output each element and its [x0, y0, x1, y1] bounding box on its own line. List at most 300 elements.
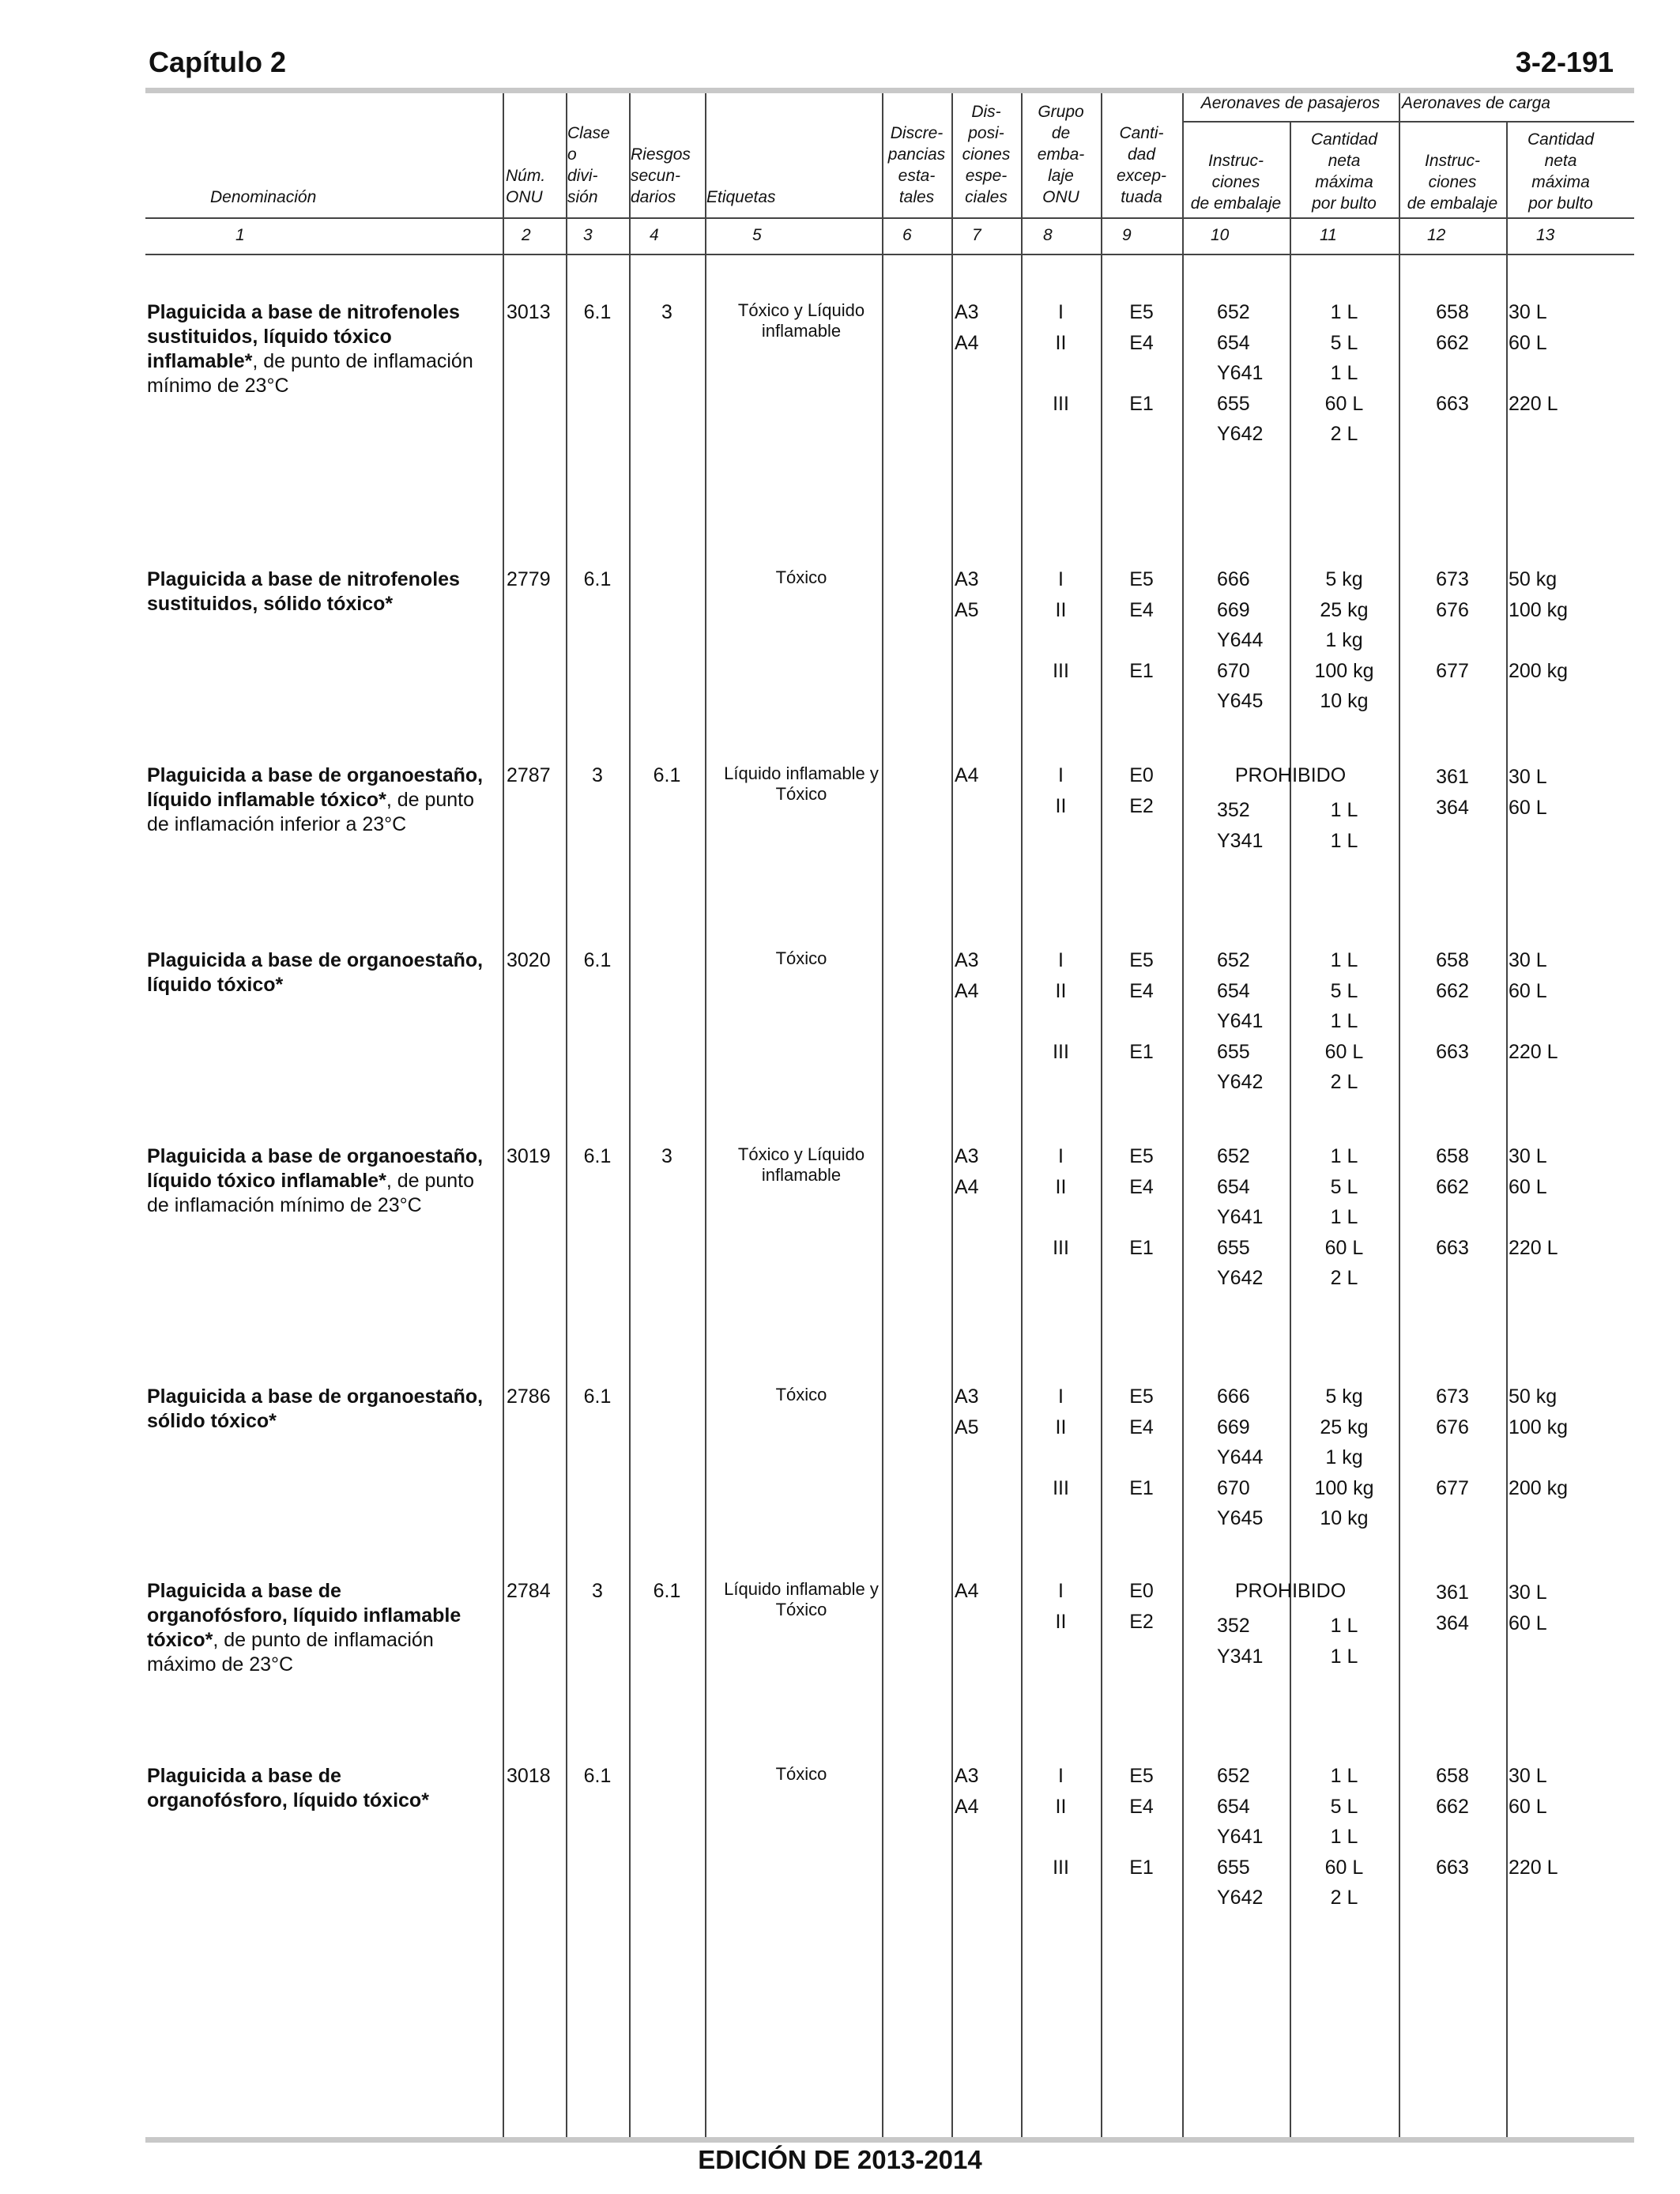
passenger-max-net-quantity-value: 100 kg — [1314, 659, 1374, 682]
cargo-max-net-quantity-value — [1509, 625, 1619, 656]
col-divider — [705, 93, 706, 2137]
passenger-packing-instruction — [1217, 564, 1288, 717]
un-number: 3020 — [507, 949, 551, 971]
passenger-max-net-quantity — [1290, 1382, 1399, 1534]
passenger-max-net-quantity-value: 1 kg — [1325, 1446, 1363, 1469]
col-number: 11 — [1320, 226, 1337, 244]
passenger-max-net-quantity-value: 60 L — [1324, 392, 1364, 415]
cargo-max-net-quantity-value: 30 L — [1509, 766, 1547, 788]
excepted-quantity — [1101, 1141, 1182, 1263]
substance-name-bold: Plaguicida a base de organoestaño, líquido inflamable tóxico* — [147, 764, 484, 811]
excepted-quantity-value: E0 — [1129, 764, 1154, 786]
passenger-max-net-quantity-value: 60 L — [1324, 1236, 1364, 1259]
class-division: 6.1 — [583, 949, 612, 971]
passenger-max-net-quantity-value: 5 kg — [1325, 1385, 1363, 1408]
special-provisions-value: A4 — [955, 1580, 979, 1602]
packing-group-value: I — [1058, 764, 1064, 786]
packing-group-value: I — [1058, 1765, 1064, 1787]
cargo-max-net-quantity-value: 220 L — [1509, 1040, 1558, 1063]
cargo-max-net-quantity-value: 60 L — [1509, 1612, 1547, 1634]
col-header-denominacion: Denominación — [210, 188, 317, 206]
special-provisions-value: A4 — [955, 331, 979, 354]
substance-name-detail: , de punto de inflamación inferior a 23°C — [147, 789, 475, 835]
substance-name-detail: , de punto de inflamación máximo de 23°C — [147, 1629, 434, 1676]
excepted-quantity-value: E2 — [1129, 794, 1154, 817]
passenger-packing-instruction-value: Y645 — [1217, 1507, 1264, 1530]
passenger-max-net-quantity-value: 5 L — [1330, 979, 1358, 1002]
packing-group-value: II — [1055, 598, 1067, 621]
cargo-max-net-quantity — [1509, 1382, 1619, 1503]
cargo-packing-instruction — [1399, 1141, 1506, 1263]
cargo-packing-instruction — [1399, 1761, 1506, 1883]
cargo-packing-instruction-value — [1399, 1442, 1506, 1473]
substance-name-bold: Plaguicida a base de organofósforo, líquido inflamable tóxico* — [147, 1580, 461, 1651]
passenger-prohibited: PROHIBIDO — [1234, 1580, 1347, 1602]
cargo-max-net-quantity-value: 30 L — [1509, 301, 1547, 323]
passenger-max-net-quantity-value: 2 L — [1330, 1071, 1358, 1094]
passenger-packing-instruction-value: 654 — [1217, 979, 1250, 1002]
special-provisions-value: A3 — [955, 568, 979, 590]
cargo-max-net-quantity-value: 60 L — [1509, 796, 1547, 819]
col-number: 8 — [1043, 226, 1053, 244]
substance-name — [147, 948, 487, 997]
un-number: 3019 — [507, 1145, 551, 1167]
packing-group — [1021, 564, 1101, 686]
packing-group-value: I — [1058, 1385, 1064, 1408]
passenger-packing-instruction-value: Y645 — [1217, 690, 1264, 713]
passenger-packing-instruction-value: Y641 — [1217, 1010, 1264, 1033]
passenger-packing-instruction-value: Y641 — [1217, 1826, 1264, 1849]
cargo-max-net-quantity — [1509, 1141, 1619, 1263]
excepted-quantity — [1101, 760, 1182, 821]
excepted-quantity-value: E2 — [1129, 1610, 1154, 1633]
substance-name — [147, 567, 487, 616]
substance-name — [147, 1144, 487, 1218]
substance-name — [147, 1764, 487, 1813]
subsidiary-risk: 6.1 — [653, 1580, 681, 1602]
passenger-max-net-quantity-value: 5 L — [1330, 1175, 1358, 1198]
excepted-quantity-value: E1 — [1129, 1040, 1154, 1063]
passenger-max-net-quantity-value: 100 kg — [1314, 1476, 1374, 1499]
cargo-packing-instruction-value: 364 — [1436, 796, 1469, 819]
cargo-packing-instruction-value — [1399, 1006, 1506, 1037]
special-provisions-value: A4 — [955, 764, 979, 786]
subsidiary-risk: 3 — [661, 301, 672, 323]
passenger-max-net-quantity-value: 25 kg — [1320, 598, 1369, 621]
col-header-pax-cantidad: Cantidad neta máxima por bulto — [1310, 130, 1378, 213]
packing-group-value — [1021, 1442, 1101, 1473]
passenger-max-net-quantity-value: 1 L — [1330, 1826, 1358, 1849]
packing-group — [1021, 1761, 1101, 1883]
hazard-labels: Líquido inflamable y Tóxico — [724, 763, 879, 804]
packing-group-value: I — [1058, 1580, 1064, 1602]
number-row-divider — [145, 254, 1634, 255]
col-number: 6 — [902, 226, 912, 244]
substance-name-bold: Plaguicida a base de nitrofenoles sustituidos, sólido tóxico* — [147, 568, 460, 615]
cargo-packing-instruction-value: 658 — [1436, 949, 1469, 971]
passenger-max-net-quantity-value: 1 L — [1330, 799, 1358, 821]
packing-group-value — [1021, 1006, 1101, 1037]
packing-group-value: II — [1055, 331, 1067, 354]
packing-group-value: I — [1058, 568, 1064, 590]
passenger-packing-instruction-value: Y642 — [1217, 1267, 1264, 1290]
cargo-packing-instruction-value: 673 — [1436, 568, 1469, 590]
passenger-packing-instruction — [1217, 1382, 1288, 1534]
passenger-max-net-quantity-value: 10 kg — [1320, 690, 1369, 713]
special-provisions — [955, 760, 1018, 791]
cargo-packing-instruction-value: 663 — [1436, 1236, 1469, 1259]
cargo-packing-instruction-value: 662 — [1436, 979, 1469, 1002]
cargo-max-net-quantity-value — [1509, 1442, 1619, 1473]
excepted-quantity-value: E5 — [1129, 1385, 1154, 1408]
passenger-packing-instruction-value: 669 — [1217, 1416, 1250, 1438]
packing-group-value — [1021, 358, 1101, 389]
class-division: 6.1 — [583, 568, 612, 590]
passenger-max-net-quantity-value: 1 L — [1330, 1645, 1358, 1668]
footer-rule — [145, 2137, 1634, 2143]
passenger-packing-instruction — [1217, 1761, 1288, 1913]
packing-group-value: I — [1058, 301, 1064, 323]
cargo-max-net-quantity-value: 30 L — [1509, 1765, 1547, 1787]
cargo-max-net-quantity — [1509, 945, 1619, 1067]
excepted-quantity-value: E5 — [1129, 1145, 1154, 1167]
special-provisions-value: A3 — [955, 1145, 979, 1167]
class-division: 6.1 — [583, 301, 612, 323]
cargo-max-net-quantity — [1509, 1761, 1619, 1883]
packing-group — [1021, 297, 1101, 419]
cargo-packing-instruction-value — [1399, 625, 1506, 656]
col-divider — [629, 93, 631, 2137]
cargo-packing-instruction-value: 361 — [1436, 1581, 1469, 1604]
packing-group-value: II — [1055, 1795, 1067, 1818]
excepted-quantity-value: E1 — [1129, 392, 1154, 415]
cargo-max-net-quantity — [1509, 564, 1619, 686]
subsidiary-risk: 3 — [661, 1145, 672, 1167]
cargo-max-net-quantity-value: 60 L — [1509, 1175, 1547, 1198]
passenger-packing-instruction-value: Y641 — [1217, 362, 1264, 385]
edition-footer: EDICIÓN DE 2013-2014 — [698, 2145, 982, 2174]
passenger-max-net-quantity — [1290, 795, 1399, 856]
packing-group-value: II — [1055, 1610, 1067, 1633]
col-header-pax-instrucciones: Instruc- ciones de embalaje — [1190, 152, 1282, 213]
passenger-packing-instruction — [1217, 1611, 1288, 1672]
packing-group — [1021, 945, 1101, 1067]
packing-group — [1021, 1141, 1101, 1263]
passenger-packing-instruction-value: Y644 — [1217, 1446, 1264, 1469]
packing-group-value: III — [1053, 392, 1069, 415]
cargo-packing-instruction — [1399, 1382, 1506, 1503]
passenger-packing-instruction-value: 652 — [1217, 301, 1250, 323]
chapter-title: Capítulo 2 — [149, 46, 287, 78]
cargo-packing-instruction-value: 662 — [1436, 1175, 1469, 1198]
aircraft-group-divider — [1182, 121, 1634, 123]
col-header-clase: Clase o divi- sión — [567, 124, 610, 206]
cargo-packing-instruction — [1399, 297, 1506, 419]
cargo-max-net-quantity-value — [1509, 358, 1619, 389]
un-number: 3018 — [507, 1765, 551, 1787]
passenger-packing-instruction — [1217, 297, 1288, 450]
excepted-quantity-value: E4 — [1129, 1416, 1154, 1438]
class-division: 3 — [592, 764, 603, 786]
excepted-quantity-value — [1101, 1822, 1182, 1853]
excepted-quantity — [1101, 945, 1182, 1067]
col-header-etiquetas: Etiquetas — [706, 188, 776, 206]
special-provisions-value: A4 — [955, 1175, 979, 1198]
col-header-grupo: Grupo de emba- laje ONU — [1037, 103, 1085, 206]
excepted-quantity-value: E1 — [1129, 1856, 1154, 1879]
passenger-packing-instruction — [1217, 945, 1288, 1098]
cargo-max-net-quantity-value — [1509, 1822, 1619, 1853]
substance-name — [147, 763, 487, 837]
col-header-aeronaves-carga: Aeronaves de carga — [1402, 94, 1550, 112]
special-provisions — [955, 1141, 1018, 1202]
passenger-max-net-quantity-value: 5 L — [1330, 1795, 1358, 1818]
passenger-max-net-quantity-value: 1 L — [1330, 1145, 1358, 1167]
cargo-packing-instruction-value: 364 — [1436, 1612, 1469, 1634]
col-header-cargo-cantidad: Cantidad neta máxima por bulto — [1527, 130, 1595, 213]
passenger-max-net-quantity — [1290, 297, 1399, 450]
cargo-packing-instruction-value: 662 — [1436, 331, 1469, 354]
packing-group — [1021, 760, 1101, 821]
cargo-packing-instruction — [1399, 945, 1506, 1067]
subsidiary-risk: 6.1 — [653, 764, 681, 786]
hazard-labels: Tóxico — [775, 948, 827, 968]
cargo-packing-instruction-value: 663 — [1436, 1040, 1469, 1063]
cargo-packing-instruction-value: 677 — [1436, 1476, 1469, 1499]
cargo-max-net-quantity-value: 50 kg — [1509, 1385, 1558, 1408]
page-number: 3-2-191 — [1515, 46, 1614, 78]
substance-name — [147, 1579, 487, 1677]
special-provisions-value: A5 — [955, 598, 979, 621]
excepted-quantity — [1101, 1576, 1182, 1637]
passenger-max-net-quantity — [1290, 945, 1399, 1098]
cargo-packing-instruction — [1399, 762, 1506, 823]
packing-group-value — [1021, 1202, 1101, 1233]
cargo-packing-instruction-value: 658 — [1436, 1145, 1469, 1167]
passenger-packing-instruction-value: Y642 — [1217, 1887, 1264, 1909]
substance-name-bold: Plaguicida a base de organofósforo, líquido tóxico* — [147, 1765, 429, 1811]
passenger-packing-instruction-value: 652 — [1217, 949, 1250, 971]
cargo-packing-instruction-value: 663 — [1436, 392, 1469, 415]
cargo-max-net-quantity-value: 60 L — [1509, 979, 1547, 1002]
cargo-max-net-quantity-value: 220 L — [1509, 1236, 1558, 1259]
col-header-cargo-instrucciones: Instruc- ciones de embalaje — [1407, 152, 1498, 213]
cargo-max-net-quantity-value: 60 L — [1509, 1795, 1547, 1818]
passenger-max-net-quantity-value: 1 L — [1330, 1010, 1358, 1033]
passenger-max-net-quantity-value: 1 L — [1330, 362, 1358, 385]
passenger-packing-instruction-value: 352 — [1217, 1615, 1250, 1637]
hazard-labels: Tóxico — [775, 1764, 827, 1784]
passenger-max-net-quantity — [1290, 1611, 1399, 1672]
substance-name — [147, 300, 487, 398]
special-provisions — [955, 1382, 1018, 1442]
excepted-quantity-value: E1 — [1129, 1236, 1154, 1259]
passenger-max-net-quantity-value: 25 kg — [1320, 1416, 1369, 1438]
cargo-max-net-quantity-value: 100 kg — [1509, 598, 1569, 621]
special-provisions — [955, 564, 1018, 625]
passenger-packing-instruction-value: 669 — [1217, 598, 1250, 621]
col-divider — [882, 93, 883, 2137]
special-provisions — [955, 297, 1018, 358]
passenger-packing-instruction-value: Y644 — [1217, 629, 1264, 652]
passenger-packing-instruction-value: 666 — [1217, 1385, 1250, 1408]
col-divider — [951, 93, 953, 2137]
packing-group-value: II — [1055, 794, 1067, 817]
cargo-packing-instruction-value: 673 — [1436, 1385, 1469, 1408]
excepted-quantity-value — [1101, 1442, 1182, 1473]
passenger-packing-instruction-value: Y341 — [1217, 829, 1264, 852]
substance-name-bold: Plaguicida a base de nitrofenoles sustituidos, líquido tóxico inflamable* — [147, 301, 460, 372]
excepted-quantity — [1101, 564, 1182, 686]
passenger-max-net-quantity-value: 1 L — [1330, 949, 1358, 971]
passenger-max-net-quantity-value: 5 L — [1330, 331, 1358, 354]
excepted-quantity — [1101, 297, 1182, 419]
packing-group-value: III — [1053, 1856, 1069, 1879]
col-number: 2 — [522, 226, 531, 244]
excepted-quantity-value — [1101, 358, 1182, 389]
cargo-max-net-quantity-value: 30 L — [1509, 1581, 1547, 1604]
passenger-max-net-quantity-value: 2 L — [1330, 1887, 1358, 1909]
excepted-quantity-value: E1 — [1129, 659, 1154, 682]
passenger-packing-instruction-value: 654 — [1217, 1795, 1250, 1818]
cargo-packing-instruction-value: 658 — [1436, 1765, 1469, 1787]
special-provisions — [955, 1576, 1018, 1607]
excepted-quantity-value: E4 — [1129, 1795, 1154, 1818]
un-number: 2787 — [507, 764, 551, 786]
passenger-max-net-quantity-value: 1 kg — [1325, 629, 1363, 652]
cargo-max-net-quantity-value: 200 kg — [1509, 1476, 1569, 1499]
passenger-max-net-quantity-value: 1 L — [1330, 829, 1358, 852]
excepted-quantity-value: E4 — [1129, 979, 1154, 1002]
passenger-packing-instruction-value: 654 — [1217, 331, 1250, 354]
special-provisions-value: A4 — [955, 979, 979, 1002]
packing-group — [1021, 1576, 1101, 1637]
col-divider — [503, 93, 504, 2137]
passenger-max-net-quantity — [1290, 1761, 1399, 1913]
passenger-max-net-quantity-value: 60 L — [1324, 1040, 1364, 1063]
passenger-max-net-quantity-value: 1 L — [1330, 1206, 1358, 1229]
excepted-quantity-value: E5 — [1129, 568, 1154, 590]
cargo-max-net-quantity-value: 100 kg — [1509, 1416, 1569, 1438]
excepted-quantity-value — [1101, 1006, 1182, 1037]
col-number: 3 — [583, 226, 593, 244]
passenger-packing-instruction-value: Y641 — [1217, 1206, 1264, 1229]
passenger-packing-instruction-value: 352 — [1217, 799, 1250, 821]
col-divider — [1182, 93, 1184, 2137]
packing-group-value — [1021, 1822, 1101, 1853]
substance-name-detail: , de punto de inflamación mínimo de 23°C — [147, 350, 473, 397]
special-provisions-value: A3 — [955, 949, 979, 971]
excepted-quantity — [1101, 1761, 1182, 1883]
col-number: 5 — [752, 226, 762, 244]
hazard-labels: Tóxico — [775, 567, 827, 587]
col-number: 12 — [1427, 226, 1446, 244]
substance-name-detail: , de punto de inflamación mínimo de 23°C — [147, 1170, 475, 1216]
cargo-packing-instruction — [1399, 564, 1506, 686]
passenger-max-net-quantity-value: 60 L — [1324, 1856, 1364, 1879]
special-provisions-value: A3 — [955, 1385, 979, 1408]
special-provisions-value: A3 — [955, 1765, 979, 1787]
hazard-labels: Tóxico y Líquido inflamable — [737, 300, 865, 341]
packing-group-value: II — [1055, 1416, 1067, 1438]
cargo-max-net-quantity-value: 200 kg — [1509, 659, 1569, 682]
cargo-max-net-quantity-value: 220 L — [1509, 392, 1558, 415]
packing-group-value: II — [1055, 979, 1067, 1002]
substance-name — [147, 1385, 487, 1434]
col-number: 9 — [1122, 226, 1132, 244]
excepted-quantity-value: E4 — [1129, 1175, 1154, 1198]
excepted-quantity-value — [1101, 1202, 1182, 1233]
un-number: 2784 — [507, 1580, 551, 1602]
cargo-packing-instruction-value: 663 — [1436, 1856, 1469, 1879]
col-divider — [566, 93, 567, 2137]
excepted-quantity — [1101, 1382, 1182, 1503]
substance-name-bold: Plaguicida a base de organoestaño, líquido tóxico inflamable* — [147, 1145, 484, 1192]
col-number: 7 — [972, 226, 981, 244]
passenger-packing-instruction-value: Y642 — [1217, 1071, 1264, 1094]
col-number: 1 — [235, 226, 245, 244]
excepted-quantity-value: E0 — [1129, 1580, 1154, 1602]
excepted-quantity-value: E5 — [1129, 301, 1154, 323]
cargo-max-net-quantity — [1509, 297, 1619, 419]
substance-name-bold: Plaguicida a base de organoestaño, líquido tóxico* — [147, 949, 484, 996]
cargo-packing-instruction — [1399, 1578, 1506, 1638]
passenger-packing-instruction-value: 652 — [1217, 1765, 1250, 1787]
col-header-cantidad-exceptuada: Canti- dad excep- tuada — [1116, 124, 1167, 206]
cargo-packing-instruction-value: 676 — [1436, 598, 1469, 621]
special-provisions — [955, 1761, 1018, 1822]
passenger-max-net-quantity-value: 1 L — [1330, 301, 1358, 323]
class-division: 6.1 — [583, 1145, 612, 1167]
packing-group-value: III — [1053, 1040, 1069, 1063]
passenger-packing-instruction-value: 652 — [1217, 1145, 1250, 1167]
un-number: 2786 — [507, 1385, 551, 1408]
excepted-quantity-value: E4 — [1129, 598, 1154, 621]
cargo-max-net-quantity — [1509, 1578, 1619, 1638]
excepted-quantity-value: E1 — [1129, 1476, 1154, 1499]
un-number: 2779 — [507, 568, 551, 590]
cargo-packing-instruction-value: 662 — [1436, 1795, 1469, 1818]
cargo-packing-instruction-value — [1399, 1822, 1506, 1853]
passenger-packing-instruction-value: 655 — [1217, 1040, 1250, 1063]
cargo-max-net-quantity-value — [1509, 1202, 1619, 1233]
special-provisions-value: A3 — [955, 301, 979, 323]
passenger-packing-instruction-value: 654 — [1217, 1175, 1250, 1198]
class-division: 3 — [592, 1580, 603, 1602]
packing-group-value: I — [1058, 1145, 1064, 1167]
special-provisions — [955, 945, 1018, 1006]
cargo-packing-instruction-value — [1399, 1202, 1506, 1233]
passenger-max-net-quantity-value: 10 kg — [1320, 1507, 1369, 1530]
passenger-packing-instruction-value: Y642 — [1217, 423, 1264, 446]
class-division: 6.1 — [583, 1765, 612, 1787]
passenger-packing-instruction-value: 655 — [1217, 392, 1250, 415]
cargo-packing-instruction-value: 676 — [1436, 1416, 1469, 1438]
passenger-packing-instruction-value: 666 — [1217, 568, 1250, 590]
un-number: 3013 — [507, 301, 551, 323]
cargo-max-net-quantity-value: 60 L — [1509, 331, 1547, 354]
passenger-packing-instruction — [1217, 1141, 1288, 1294]
hazard-labels: Tóxico — [775, 1385, 827, 1404]
col-number: 4 — [650, 226, 659, 244]
cargo-packing-instruction-value: 658 — [1436, 301, 1469, 323]
class-division: 6.1 — [583, 1385, 612, 1408]
special-provisions-value: A4 — [955, 1795, 979, 1818]
cargo-max-net-quantity-value — [1509, 1006, 1619, 1037]
cargo-max-net-quantity-value: 30 L — [1509, 1145, 1547, 1167]
packing-group-value: III — [1053, 1236, 1069, 1259]
passenger-max-net-quantity-value: 2 L — [1330, 423, 1358, 446]
